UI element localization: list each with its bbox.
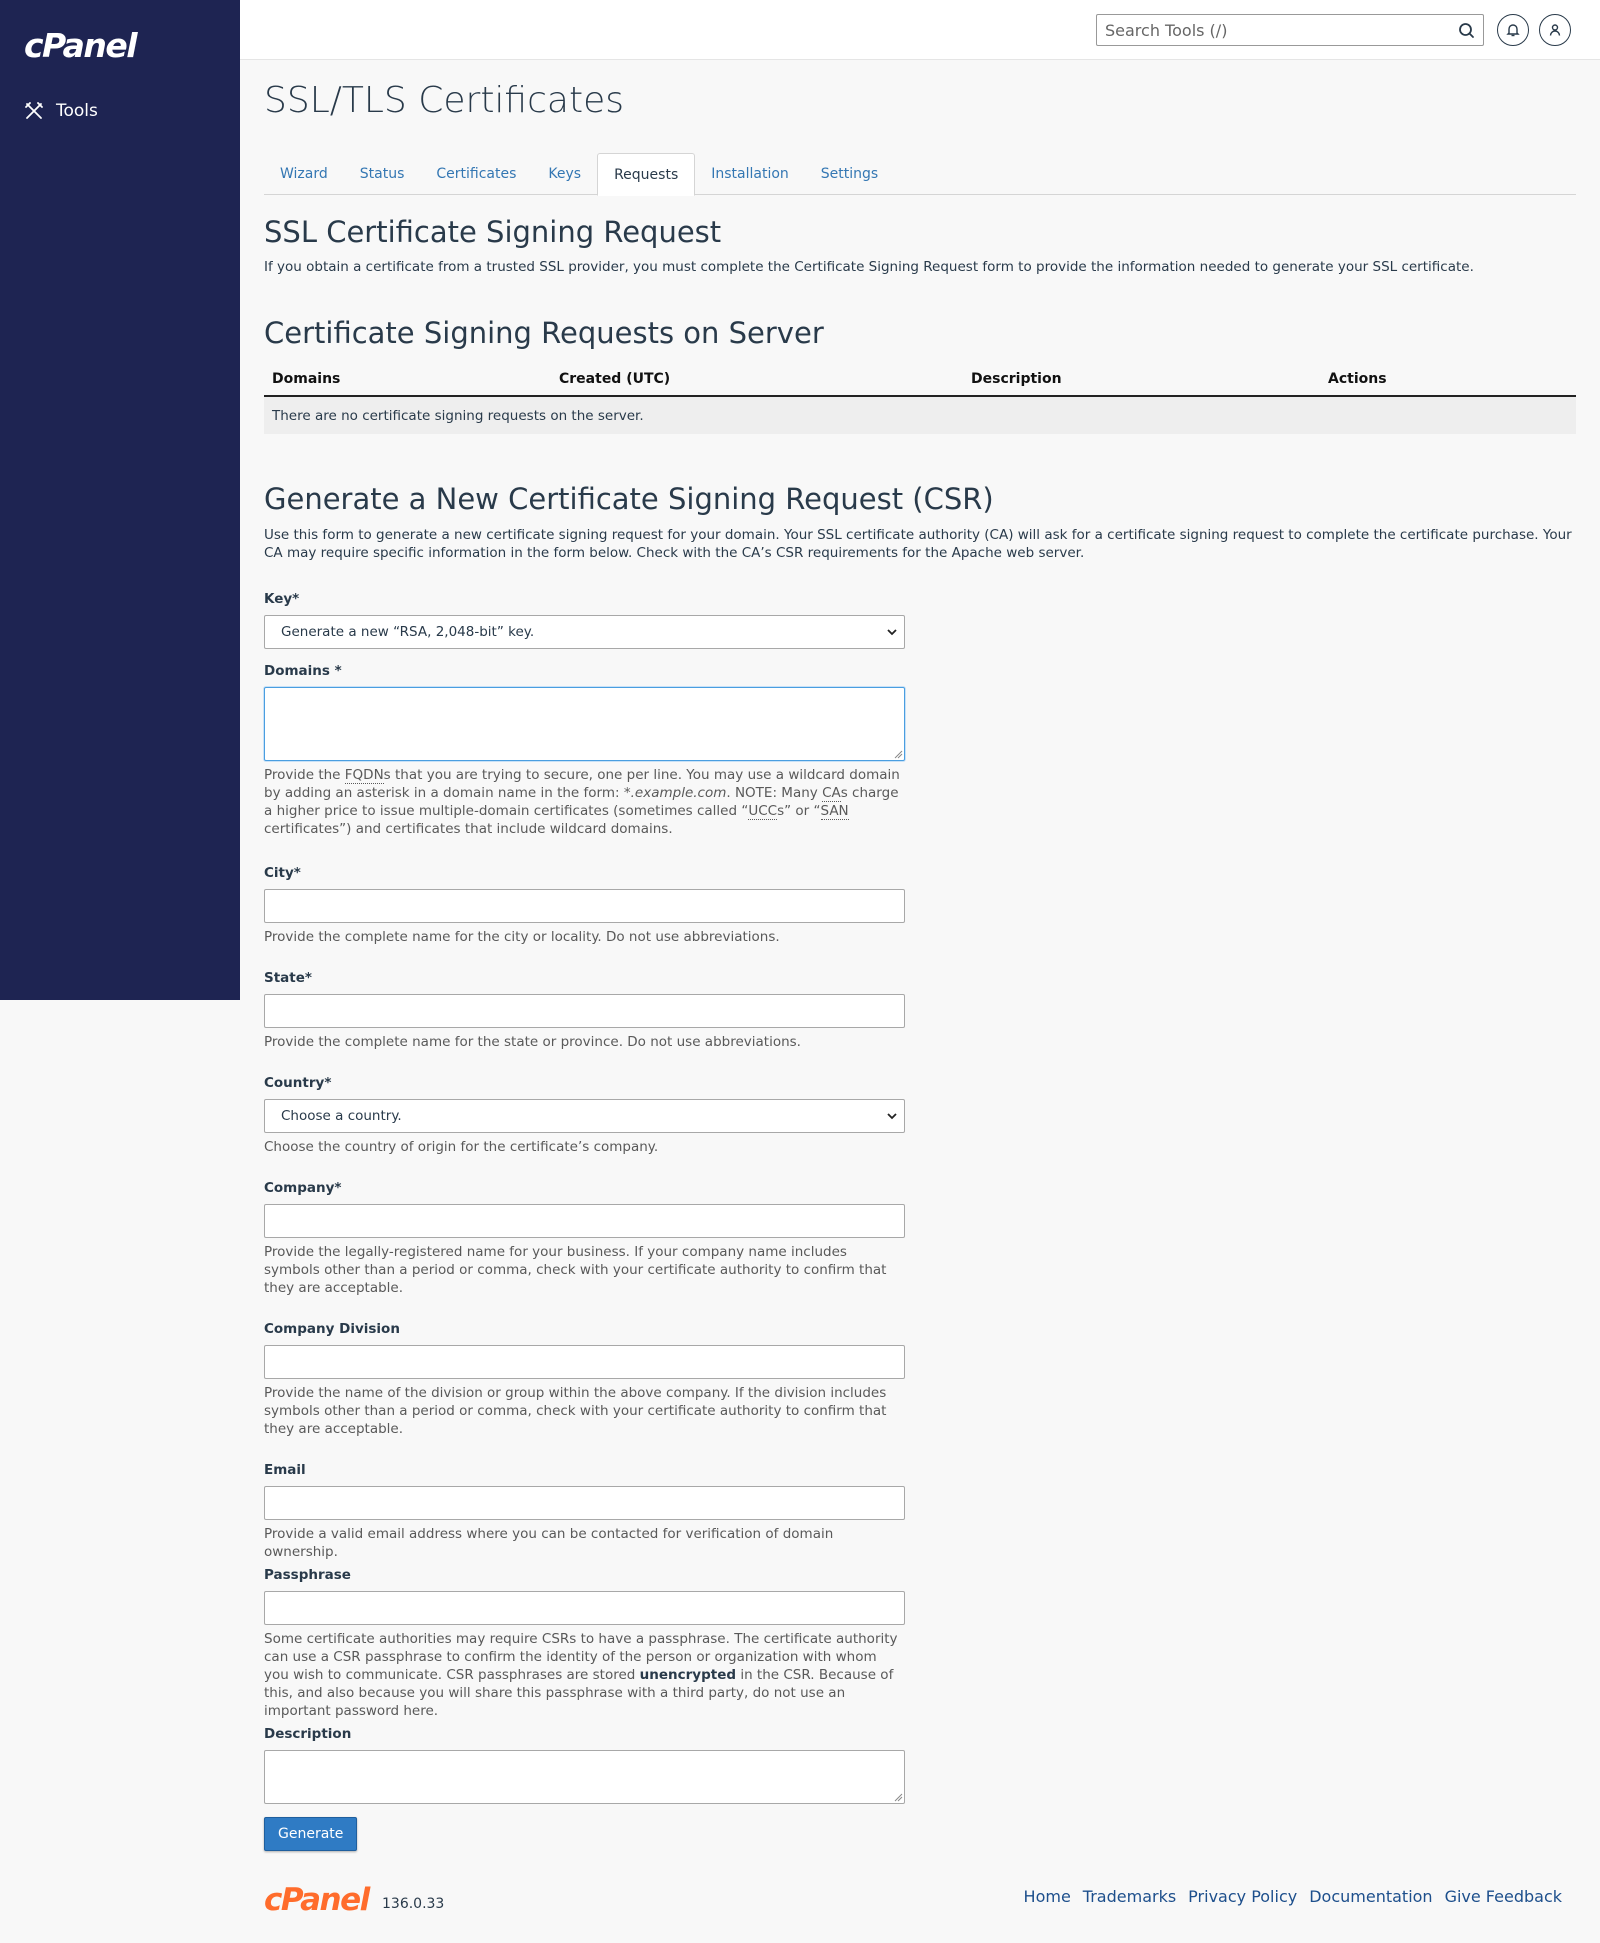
domains-field[interactable] (264, 687, 905, 761)
state-help: Provide the complete name for the state or province. Do not use abbreviations. (264, 1034, 801, 1050)
city-help: Provide the complete name for the city or locality. Do not use abbreviations. (264, 929, 780, 945)
description-field[interactable] (264, 1750, 905, 1804)
ca-abbr: CA (822, 785, 841, 801)
passphrase-help (264, 1630, 905, 1720)
description-label: Description (264, 1726, 352, 1742)
user-menu-button[interactable] (1539, 14, 1571, 46)
ucc-abbr: UCC (748, 803, 778, 819)
email-field[interactable] (264, 1486, 905, 1520)
help-text: s” or “ (777, 803, 821, 819)
search-icon[interactable] (1458, 22, 1475, 39)
footer-link-give-feedback[interactable]: Give Feedback (1444, 1887, 1562, 1906)
requests-table (264, 362, 1576, 434)
footer-links (1024, 1887, 1562, 1906)
help-text: s that you are trying to secure, one per line. You may use a wildcard domain by adding an asterisk in a domain name in the form: (264, 767, 900, 801)
help-text: certificates”) and certificates that include wildcard domains. (264, 821, 673, 837)
notifications-button[interactable] (1497, 14, 1529, 46)
tab-bar (264, 153, 1576, 195)
column-created[interactable]: Created (UTC) (559, 370, 671, 387)
version-number: 136.0.33 (382, 1896, 445, 1912)
country-help: Choose the country of origin for the certificate’s company. (264, 1139, 659, 1155)
column-domains[interactable]: Domains (272, 370, 341, 387)
san-abbr: SAN (820, 803, 849, 819)
table-empty-row: There are no certificate signing requests on the server. (264, 397, 1576, 434)
tab-status[interactable]: Status (359, 166, 405, 182)
sidebar-item-tools[interactable] (24, 96, 98, 126)
tab-keys[interactable]: Keys (548, 166, 582, 182)
domains-help (264, 766, 905, 838)
search-box (1096, 14, 1484, 46)
footer-link-home[interactable]: Home (1023, 1887, 1071, 1906)
footer-link-trademarks[interactable]: Trademarks (1082, 1887, 1177, 1906)
help-text: . NOTE: Many (726, 785, 823, 801)
state-label: State* (264, 970, 312, 986)
help-text: Provide the (264, 767, 345, 783)
city-field[interactable] (264, 889, 905, 923)
bell-icon (1506, 23, 1520, 37)
key-select[interactable] (264, 615, 905, 649)
sidebar (0, 0, 240, 1000)
division-field[interactable] (264, 1345, 905, 1379)
csr-intro-text: If you obtain a certificate from a trusted SSL provider, you must complete the Certificate Signing Request form to provide the information needed to generate your SSL certificate. (264, 259, 1474, 275)
passphrase-label: Passphrase (264, 1567, 351, 1583)
passphrase-field[interactable] (264, 1591, 905, 1625)
help-text: Some certificate authorities may require CSRs to have a passphrase. The certificate authority can use a CSR passphrase to confirm the identity of the person or organization with whom you wish to communicate. CSR passphrases are stored (264, 1631, 898, 1683)
footer-link-documentation[interactable]: Documentation (1309, 1887, 1433, 1906)
company-field[interactable] (264, 1204, 905, 1238)
generate-button[interactable]: Generate (264, 1817, 357, 1851)
tab-certificates[interactable]: Certificates (436, 166, 517, 182)
company-help: Provide the legally-registered name for your business. If your company name includes symbols other than a period or comma, check with your certificate authority to confirm that they are acceptable. (264, 1244, 887, 1296)
search-input[interactable] (1097, 15, 1447, 45)
company-label: Company* (264, 1180, 342, 1196)
tools-icon (24, 101, 44, 121)
column-description: Description (971, 370, 1062, 387)
tab-requests[interactable]: Requests (597, 153, 695, 196)
top-header (240, 0, 1600, 60)
help-text: s charge a higher price to issue multiple-domain certificates (sometimes called “ (264, 785, 899, 819)
country-label: Country* (264, 1075, 332, 1091)
footer-cpanel-logo: cPanel (264, 1882, 369, 1918)
city-label: City* (264, 865, 301, 881)
footer-link-privacy-policy[interactable]: Privacy Policy (1188, 1887, 1298, 1906)
table-header (264, 362, 1576, 397)
state-field[interactable] (264, 994, 905, 1028)
tab-wizard[interactable]: Wizard (280, 166, 328, 182)
tab-installation[interactable]: Installation (711, 166, 789, 182)
requests-heading: Certificate Signing Requests on Server (264, 316, 824, 350)
sidebar-item-label: Tools (56, 101, 98, 121)
generate-csr-intro: Use this form to generate a new certificate signing request for your domain. Your SSL certificate authority (CA) will ask for a certificate signing request to complete the certificate purchase. Your CA may require specific information in the form below. Check with the CA’s CSR requirements for the Apache web server. (264, 527, 1572, 561)
user-icon (1548, 23, 1562, 37)
country-select[interactable] (264, 1099, 905, 1133)
generate-csr-heading: Generate a New Certificate Signing Request (CSR) (264, 482, 994, 516)
division-label: Company Division (264, 1321, 400, 1337)
division-help: Provide the name of the division or group within the above company. If the division includes symbols other than a period or comma, check with your certificate authority to confirm that they are acceptable. (264, 1385, 887, 1437)
fqdn-abbr: FQDN (344, 767, 384, 783)
page-title: SSL/TLS Certificates (264, 80, 624, 121)
domains-label: Domains * (264, 663, 342, 679)
email-help: Provide a valid email address where you can be contacted for verification of domain ownership. (264, 1526, 834, 1560)
column-actions: Actions (1328, 370, 1387, 387)
tab-settings[interactable]: Settings (820, 166, 879, 182)
email-label: Email (264, 1462, 306, 1478)
csr-heading: SSL Certificate Signing Request (264, 215, 722, 249)
help-text: in the CSR. Because of this, and also because you will share this passphrase with a third party, do not use an important password here. (264, 1667, 894, 1719)
unencrypted-emphasis: unencrypted (639, 1667, 737, 1683)
wildcard-example: *.example.com (623, 785, 727, 801)
cpanel-logo[interactable]: cPanel (24, 26, 137, 65)
key-label: Key* (264, 591, 300, 607)
